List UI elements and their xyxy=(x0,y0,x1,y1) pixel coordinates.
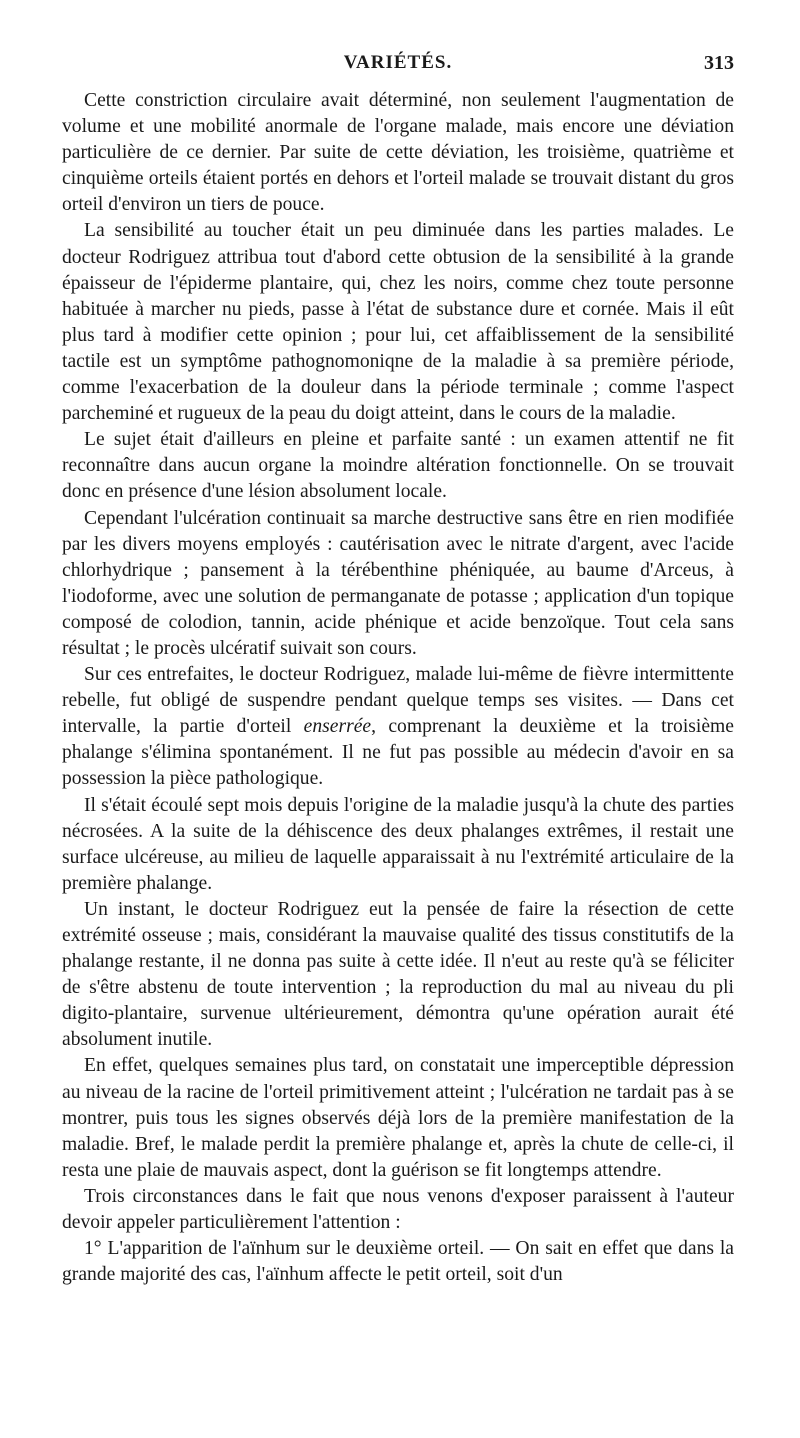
paragraph: Il s'était écoulé sept mois depuis l'origine de la maladie jusqu'à la chute des parties nécrosées. A la suite de la déhiscence des deux phalanges extrêmes, il restait une surface ulcéreuse, au milieu de laquelle apparaissait à nu l'extrémité articulaire de la première phalange. xyxy=(62,794,734,894)
emphasized-word: enserrée xyxy=(303,716,372,738)
paragraph-text: Sur ces entrefaites, le docteur Rodriguez, malade lui-même de fièvre intermittente rebelle, fut obligé de suspendre pendant quelque temps ses visites. — Dans cet intervalle, la partie d'orteil xyxy=(62,664,734,738)
paragraph: Le sujet était d'ailleurs en pleine et parfaite santé : un examen attentif ne fit reconnaître dans aucun organe la moindre altération fonctionnelle. On se trouvait donc en présence d'une lésion absolument locale. xyxy=(62,429,734,503)
page-number: 313 xyxy=(704,52,734,74)
paragraph: Trois circonstances dans le fait que nous venons d'exposer paraissent à l'auteur devoir appeler particulièrement l'attention : xyxy=(62,1185,734,1234)
book-page xyxy=(62,52,734,1288)
page-header xyxy=(62,52,734,88)
paragraph xyxy=(62,662,734,792)
paragraph: Un instant, le docteur Rodriguez eut la pensée de faire la résection de cette extrémité osseuse ; mais, considérant la mauvaise qualité des tissus constitutifs de la phalange restante, il ne donna pas suite à cette idée. Il n'eut au reste qu'à se féliciter de s'être abstenu de toute intervention ; la reproduction du mal au niveau du pli digito-plantaire, survenue ultérieurement, démontra qu'une opération aurait été absolument inutile. xyxy=(62,898,734,1051)
paragraph: Cependant l'ulcération continuait sa marche destructive sans être en rien modifiée par les divers moyens employés : cautérisation avec le nitrate d'argent, avec l'acide chlorhydrique ; pansement à la térébenthine phéniquée, au baume d'Arceus, à l'iodoforme, avec une solution de permanganate de potasse ; application d'un topique composé de colodion, tannin, acide phénique et acide benzoïque. Tout cela sans résultat ; le procès ulcératif suivait son cours. xyxy=(62,507,734,659)
paragraph: Cette constriction circulaire avait déterminé, non seulement l'augmentation de volume et une mobilité anormale de l'organe malade, mais encore une déviation particulière de ce dernier. Par suite de cette déviation, les troisième, quatrième et cinquième orteils étaient portés en dehors et l'orteil malade se trouvait distant du gros orteil d'environ un tiers de pouce. xyxy=(62,90,734,216)
paragraph-text: , comprenant la deuxième et la troisième phalange s'élimina spontanément. Il ne fut pas possible au médecin d'avoir en sa possession la pièce pathologique. xyxy=(62,716,734,790)
body-text xyxy=(62,88,734,1288)
paragraph: 1° L'apparition de l'aïnhum sur le deuxième orteil. — On sait en effet que dans la grande majorité des cas, l'aïnhum affecte le petit orteil, soit d'un xyxy=(62,1238,734,1286)
paragraph: La sensibilité au toucher était un peu diminuée dans les parties malades. Le docteur Rodriguez attribua tout d'abord cette obtusion de la sensibilité à la grande épaisseur de l'épiderme plantaire, qui, chez les noirs, comme chez toute personne habituée à marcher nu pieds, passe à l'état de substance dure et cornée. Mais il eût plus tard à modifier cette opinion ; pour lui, cet affaiblissement de la sensibilité tactile est un symptôme pathognomoniqne de la maladie à sa première période, comme l'exacerbation de la douleur dans la période terminale ; comme l'aspect parcheminé et rugueux de la peau du doigt atteint, dans le cours de la maladie. xyxy=(62,220,734,425)
paragraph: En effet, quelques semaines plus tard, on constatait une imperceptible dépression au niveau de la racine de l'orteil primitivement atteint ; l'ulcération ne tardait pas à se montrer, puis tous les signes observés déjà lors de la première manifestation de la maladie. Bref, le malade perdit la première phalange et, après la chute de celle-ci, il resta une plaie de mauvais aspect, dont la guérison se fit longtemps attendre. xyxy=(62,1055,734,1181)
running-title: VARIÉTÉS. xyxy=(343,52,453,73)
